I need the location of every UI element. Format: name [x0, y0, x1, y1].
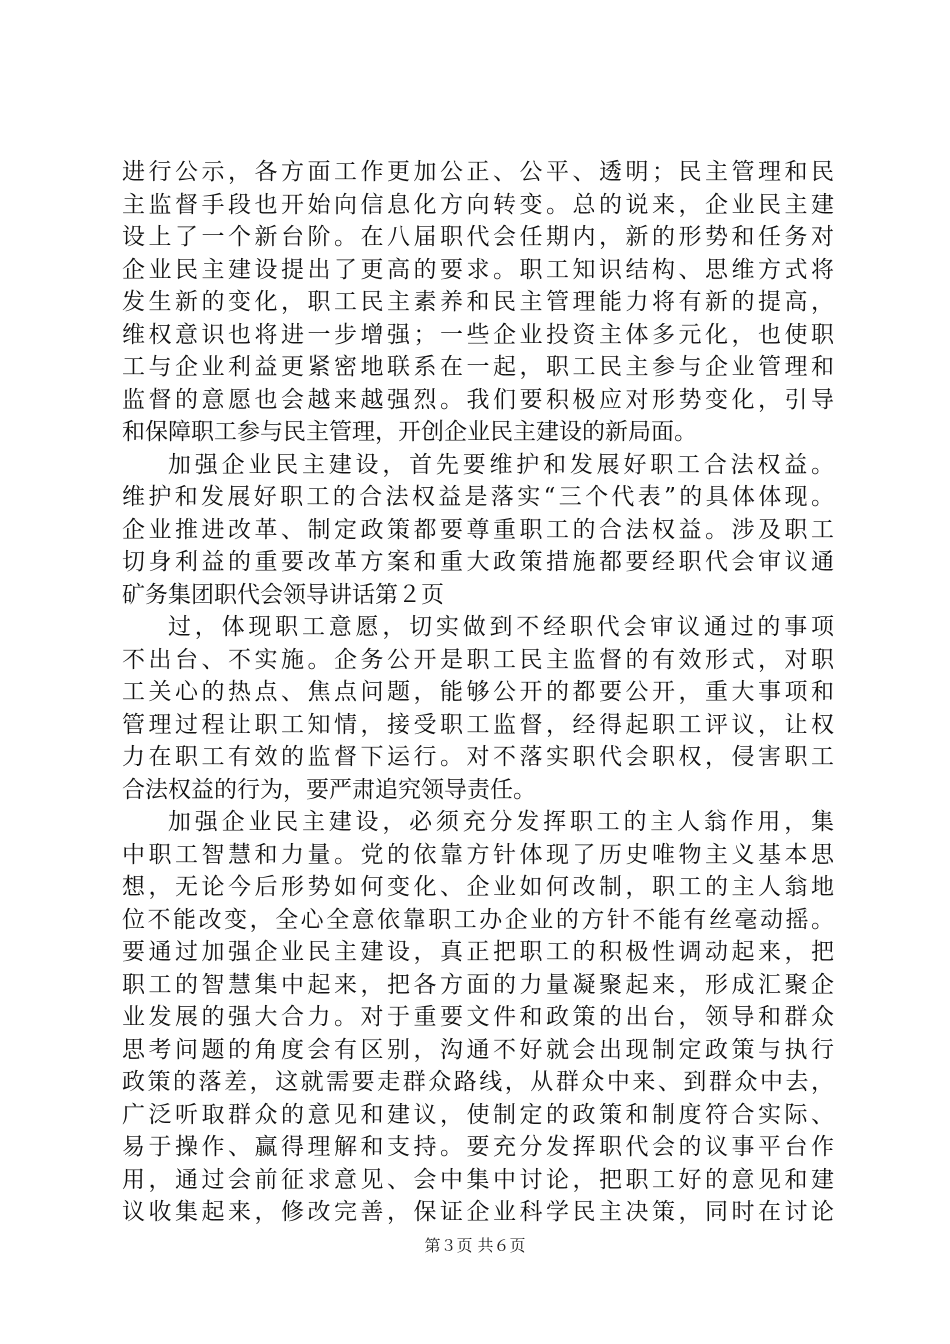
text-line: 工与企业利益更紧密地联系在一起，职工民主参与企业管理和	[122, 354, 834, 380]
text-line: 想，无论今后形势如何变化、企业如何改制，职工的主人翁地	[122, 874, 834, 900]
text-line: 合法权益的行为，要严肃追究领导责任。	[122, 776, 536, 803]
text-line: 职工的智慧集中起来，把各方面的力量凝聚起来，形成汇聚企	[122, 971, 834, 998]
text-line: 维权意识也将进一步增强；一些企业投资主体多元化，也使职	[122, 321, 834, 348]
text-line: 加强企业民主建设，必须充分发挥职工的主人翁作用，集	[168, 809, 834, 835]
text-line: 设上了一个新台阶。在八届职代会任期内，新的形势和任务对	[122, 224, 834, 250]
text-line: 企业推进改革、制定政策都要尊重职工的合法权益。涉及职工	[122, 516, 834, 543]
text-line: 思考问题的角度会有区别，沟通不好就会出现制定政策与执行	[122, 1036, 834, 1063]
text-line: 维护和发展好职工的合法权益是落实“三个代表”的具体体现。	[122, 484, 834, 510]
text-line: 力在职工有效的监督下运行。对不落实职代会职权，侵害职工	[122, 744, 834, 770]
text-line: 不出台、不实施。企务公开是职工民主监督的有效形式，对职	[122, 646, 834, 673]
text-line: 和保障职工参与民主管理，开创企业民主建设的新局面。	[122, 419, 697, 445]
text-line: 易于操作、赢得理解和支持。要充分发挥职代会的议事平台作	[122, 1134, 834, 1160]
text-line: 议收集起来，修改完善，保证企业科学民主决策，同时在讨论	[122, 1199, 834, 1225]
text-line: 过，体现职工意愿，切实做到不经职代会审议通过的事项	[168, 614, 834, 640]
text-line: 进行公示，各方面工作更加公正、公平、透明；民主管理和民	[122, 159, 834, 185]
text-line: 业发展的强大合力。对于重要文件和政策的出台，领导和群众	[122, 1004, 834, 1030]
text-line: 工关心的热点、焦点问题，能够公开的都要公开，重大事项和	[122, 679, 834, 705]
page-title-line: 矿务集团职代会领导讲话第２页	[122, 581, 444, 608]
text-line: 企业民主建设提出了更高的要求。职工知识结构、思维方式将	[122, 256, 834, 283]
text-line: 管理过程让职工知情，接受职工监督，经得起职工评议，让权	[122, 711, 834, 738]
page-number-footer: 第３页 共６页	[424, 1236, 526, 1255]
text-line: 中职工智慧和力量。党的依靠方针体现了历史唯物主义基本思	[122, 841, 834, 868]
text-line: 发生新的变化，职工民主素养和民主管理能力将有新的提高，	[122, 289, 834, 315]
text-line: 切身利益的重要改革方案和重大政策措施都要经职代会审议通	[122, 549, 834, 575]
text-line: 政策的落差，这就需要走群众路线，从群众中来、到群众中去，	[122, 1069, 834, 1095]
document-body	[122, 156, 834, 1229]
text-line: 用，通过会前征求意见、会中集中讨论，把职工好的意见和建	[122, 1166, 834, 1193]
text-line: 加强企业民主建设，首先要维护和发展好职工合法权益。	[168, 451, 834, 478]
text-line: 广泛听取群众的意见和建议，使制定的政策和制度符合实际、	[122, 1101, 834, 1128]
text-line: 位不能改变，全心全意依靠职工办企业的方针不能有丝毫动摇。	[122, 906, 834, 933]
text-line: 要通过加强企业民主建设，真正把职工的积极性调动起来，把	[122, 939, 834, 965]
text-line: 主监督手段也开始向信息化方向转变。总的说来，企业民主建	[122, 191, 834, 218]
text-line: 监督的意愿也会越来越强烈。我们要积极应对形势变化，引导	[122, 386, 834, 413]
